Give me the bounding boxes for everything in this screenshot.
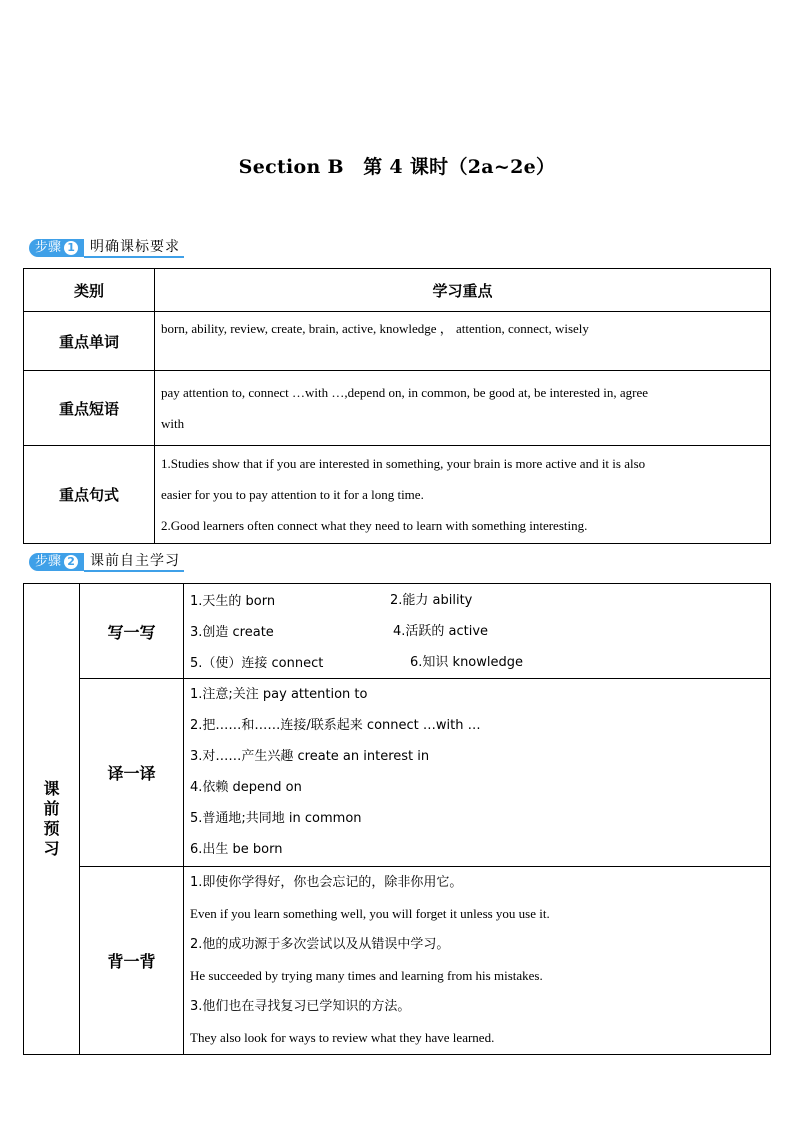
item-left: 3.创造 create [190,625,274,640]
requirements-table [23,268,771,544]
list-item [190,647,764,678]
side-label [24,584,80,1055]
step-1-badge-text: 步骤 [35,240,62,255]
step-2-number: 2 [64,555,78,569]
section-category: 背一背 [80,867,184,1055]
row-content [155,446,771,544]
side-char: 预 [43,819,60,838]
table-row [24,679,771,867]
list-item: They also look for ways to review what they have learned. [190,1030,495,1045]
side-char: 课 [43,779,60,798]
list-item: 1.注意;关注 pay attention to [190,687,368,702]
step-1-badge [29,239,84,257]
content-line: born, ability, review, create, brain, active, knowledge ， attention, connect, wisely [161,321,589,336]
content-line: easier for you to pay attention to it for a long time. [161,487,424,502]
list-item: 2.把……和……连接/联系起来 connect …with … [190,718,481,733]
list-item [190,585,764,616]
list-item: Even if you learn something well, you will forget it unless you use it. [190,906,550,921]
side-char: 前 [43,799,60,818]
section-category: 译一译 [80,679,184,867]
row-category: 重点单词 [24,312,155,371]
row-content [155,312,771,371]
content-line: with [161,416,185,431]
content-line: pay attention to, connect …with …,depend on, in common, be good at, be interested in, agree [161,385,649,400]
table-row [24,584,771,679]
step-1-number: 1 [64,241,78,255]
section-content [184,584,771,679]
row-category: 重点句式 [24,446,155,544]
table-row [24,446,771,544]
list-item: 5.普通地;共同地 in common [190,811,362,826]
side-char: 习 [43,839,60,858]
step-2-heading [29,552,184,572]
list-item: 1.即使你学得好，你也会忘记的，除非你用它。 [190,875,463,890]
list-item [190,616,764,647]
list-item: 3.对……产生兴趣 create an interest in [190,749,430,764]
page-title: Section B 第 4 课时（2a~2e） [238,156,556,178]
table-row [24,867,771,1055]
header-focus: 学习重点 [155,269,771,312]
table-row [24,371,771,446]
table-header-row [24,269,771,312]
section-content [184,867,771,1055]
item-right: 4.活跃的 active [393,624,489,639]
preview-table [23,583,771,1055]
item-left: 5.（使）连接 connect [190,656,324,671]
list-item: 2.他的成功源于多次尝试以及从错误中学习。 [190,937,450,952]
step-2-badge-text: 步骤 [35,554,62,569]
content-line: 1.Studies show that if you are interested in something, your brain is more active and it is also [161,456,646,471]
row-content [155,371,771,446]
content-line: 2.Good learners often connect what they need to learn with something interesting. [161,518,588,533]
list-item: 6.出生 be born [190,842,283,857]
item-right: 2.能力 ability [390,593,473,608]
table-row [24,312,771,371]
list-item: He succeeded by trying many times and learning from his mistakes. [190,968,543,983]
step-2-badge [29,553,84,571]
section-content [184,679,771,867]
item-right: 6.知识 knowledge [410,655,524,670]
row-category: 重点短语 [24,371,155,446]
section-category: 写一写 [80,584,184,679]
item-left: 1.天生的 born [190,594,276,609]
step-1-label: 明确课标要求 [84,238,184,258]
step-2-label: 课前自主学习 [84,552,184,572]
list-item: 3.他们也在寻找复习已学知识的方法。 [190,999,411,1014]
list-item: 4.依赖 depend on [190,780,302,795]
step-1-heading [29,238,184,258]
header-category: 类别 [24,269,155,312]
